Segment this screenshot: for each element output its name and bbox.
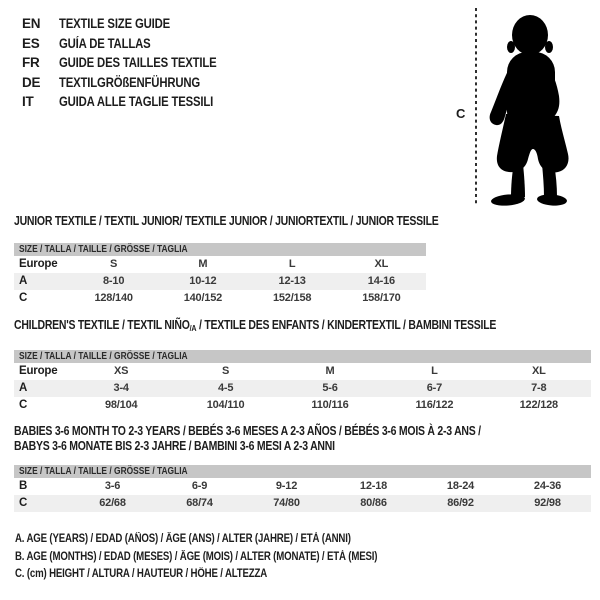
language-label: GUIDA ALLE TAGLIE TESSILI	[59, 94, 214, 109]
size-cell: 116/122	[415, 399, 454, 411]
language-code: IT	[22, 94, 34, 109]
table-row	[14, 273, 426, 290]
size-cell: XL	[531, 365, 546, 377]
size-cell: 128/140	[94, 292, 133, 304]
language-title-list	[22, 14, 247, 112]
size-cell: 6-9	[191, 480, 208, 492]
size-cell: 122/128	[519, 399, 558, 411]
baby-silhouette-icon	[490, 15, 569, 207]
language-row-fr	[22, 53, 247, 73]
table-row	[14, 478, 591, 495]
size-cell: 12-13	[278, 275, 306, 287]
row-label: Europe	[19, 258, 58, 270]
size-cell: 86/92	[447, 497, 474, 509]
size-figure	[470, 6, 595, 207]
section-babies-textile	[14, 424, 591, 512]
size-cell: 3-6	[104, 480, 121, 492]
size-cell: L	[431, 365, 438, 377]
size-cell: 158/170	[362, 292, 401, 304]
size-cell: XS	[114, 365, 129, 377]
size-header-bar: SIZE / TALLA / TAILLE / GRÖSSE / TAGLIA	[14, 465, 591, 478]
junior-size-table	[14, 243, 426, 307]
row-label: C	[19, 399, 28, 411]
size-cell: 104/110	[206, 399, 245, 411]
row-label: A	[19, 382, 28, 394]
language-code: FR	[22, 55, 40, 70]
size-cell: 24-36	[533, 480, 562, 492]
language-code: EN	[22, 16, 41, 31]
size-cell: XL	[374, 258, 389, 270]
size-cell: 152/158	[272, 292, 312, 304]
children-size-table	[14, 350, 591, 414]
size-cell: 74/80	[273, 497, 300, 509]
language-label: GUÍA DE TALLAS	[59, 35, 151, 51]
size-cell: 18-24	[446, 480, 475, 492]
size-cell: M	[325, 365, 335, 377]
children-section-title: CHILDREN'S TEXTILE / TEXTIL NIÑO/A / TEXTILE DES ENFANTS / KINDERTEXTIL / BAMBINI TESSILE	[14, 318, 497, 333]
size-cell: L	[288, 258, 296, 270]
row-label: C	[19, 497, 28, 509]
footnotes	[15, 531, 446, 584]
size-cell: M	[198, 258, 208, 270]
size-cell: 92/98	[534, 497, 561, 509]
size-cell: 110/116	[311, 399, 349, 411]
size-cell: 98/104	[104, 399, 138, 411]
language-label: GUIDE DES TAILLES TEXTILE	[59, 55, 217, 70]
size-cell: 5-6	[322, 382, 338, 394]
size-cell: 10-12	[189, 275, 217, 287]
footnote-c: C. (cm) HEIGHT / ALTURA / HAUTEUR / HÖHE / ALTEZZA	[15, 568, 268, 580]
language-code: DE	[22, 74, 41, 90]
row-label: B	[19, 480, 28, 492]
size-cell: 4-5	[217, 382, 234, 394]
size-cell: 14-16	[367, 275, 395, 287]
size-cell: S	[110, 258, 118, 270]
row-label: Europe	[19, 365, 58, 377]
size-cell: 3-4	[113, 382, 129, 394]
table-row	[14, 256, 426, 273]
language-row-en	[22, 14, 247, 34]
babies-size-table	[14, 465, 591, 512]
size-header-bar: SIZE / TALLA / TAILLE / GRÖSSE / TAGLIA	[14, 350, 591, 363]
table-row	[14, 397, 591, 414]
junior-section-title: JUNIOR TEXTILE / TEXTIL JUNIOR/ TEXTILE JUNIOR / JUNIORTEXTIL / JUNIOR TESSILE	[14, 214, 439, 228]
size-cell: 140/152	[183, 292, 223, 304]
babies-section-title	[14, 424, 591, 454]
section-junior-textile	[14, 214, 439, 307]
footnote-b: B. AGE (MONTHS) / EDAD (MESES) / ÂGE (MOIS) / ALTER (MONATE) / ETÀ (MESI)	[15, 550, 378, 563]
language-label: TEXTILGRÖßENFÜHRUNG	[59, 74, 201, 90]
size-header-bar: SIZE / TALLA / TAILLE / GRÖSSE / TAGLIA	[14, 243, 426, 256]
table-row	[14, 363, 591, 380]
language-label: TEXTILE SIZE GUIDE	[59, 16, 171, 31]
language-row-it	[22, 92, 247, 112]
language-row-de	[22, 73, 247, 93]
nino-a-subscript: /A	[189, 323, 197, 333]
section-children-textile	[14, 318, 591, 414]
table-row	[14, 290, 426, 307]
size-cell: 68/74	[186, 497, 213, 509]
table-row	[14, 380, 591, 397]
babies-title-line1: BABIES 3-6 MONTH TO 2-3 YEARS / BEBÉS 3-6 MESES A 2-3 AÑOS / BÉBÉS 3-6 MOIS À 2-3 ANS /	[14, 424, 481, 438]
size-cell: 9-12	[275, 480, 298, 492]
language-row-es	[22, 34, 247, 54]
size-cell: 7-8	[531, 382, 547, 394]
size-cell: 62/68	[99, 497, 126, 509]
size-cell: 80/86	[360, 497, 387, 509]
language-code: ES	[22, 35, 40, 51]
size-cell: 6-7	[426, 382, 443, 394]
size-cell: S	[222, 365, 230, 377]
table-row	[14, 495, 591, 512]
height-measure-label: C	[456, 106, 466, 121]
size-cell: 8-10	[103, 275, 125, 287]
footnote-a: A. AGE (YEARS) / EDAD (AÑOS) / ÂGE (ANS) / ALTER (JAHRE) / ETÀ (ANNI)	[15, 533, 351, 545]
babies-title-line2: BABYS 3-6 MONATE BIS 2-3 JAHRE / BAMBINI 3-6 MESI A 2-3 ANNI	[14, 439, 335, 453]
row-label: C	[19, 292, 28, 304]
size-cell: 12-18	[359, 480, 388, 492]
row-label: A	[19, 275, 28, 287]
